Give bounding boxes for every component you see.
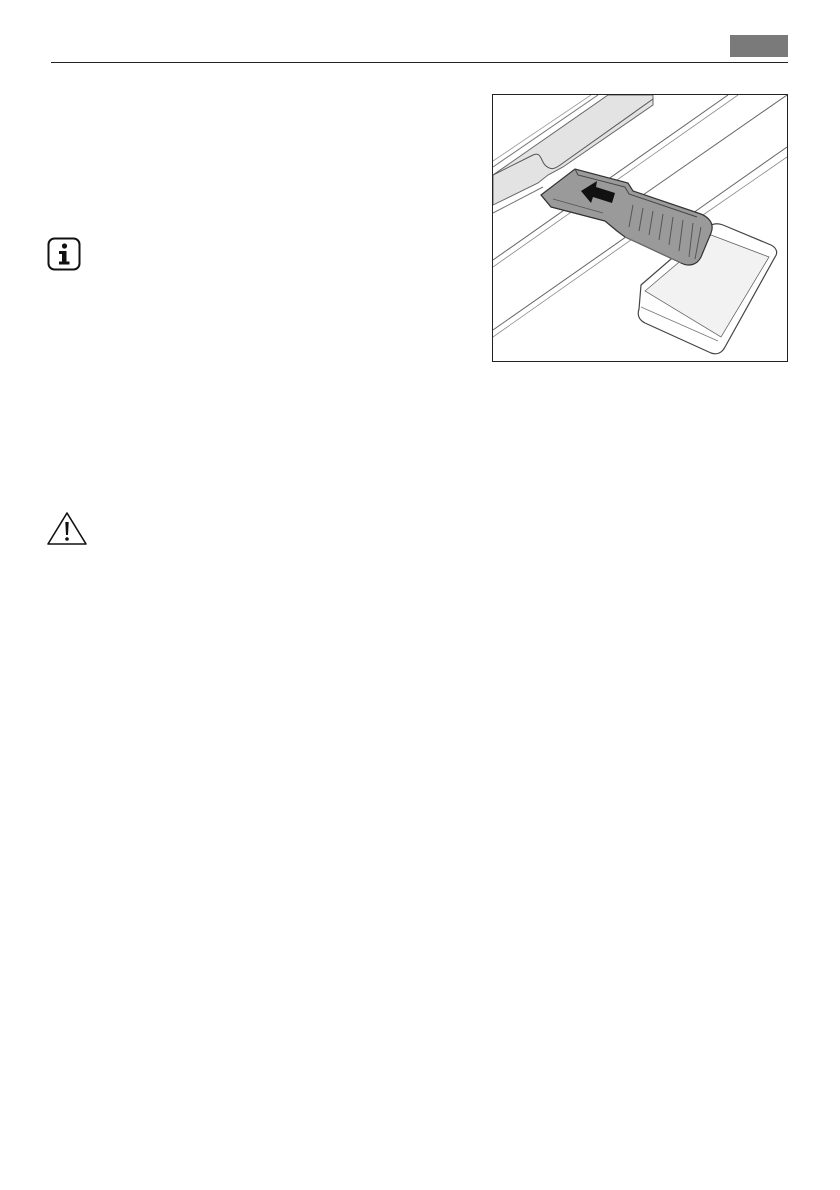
shelf-illustration-drawing — [493, 95, 787, 361]
info-icon — [47, 237, 81, 271]
header-tab — [730, 35, 788, 57]
shelf-illustration — [492, 94, 788, 362]
warning-icon — [46, 511, 88, 547]
header-rule — [51, 62, 788, 63]
